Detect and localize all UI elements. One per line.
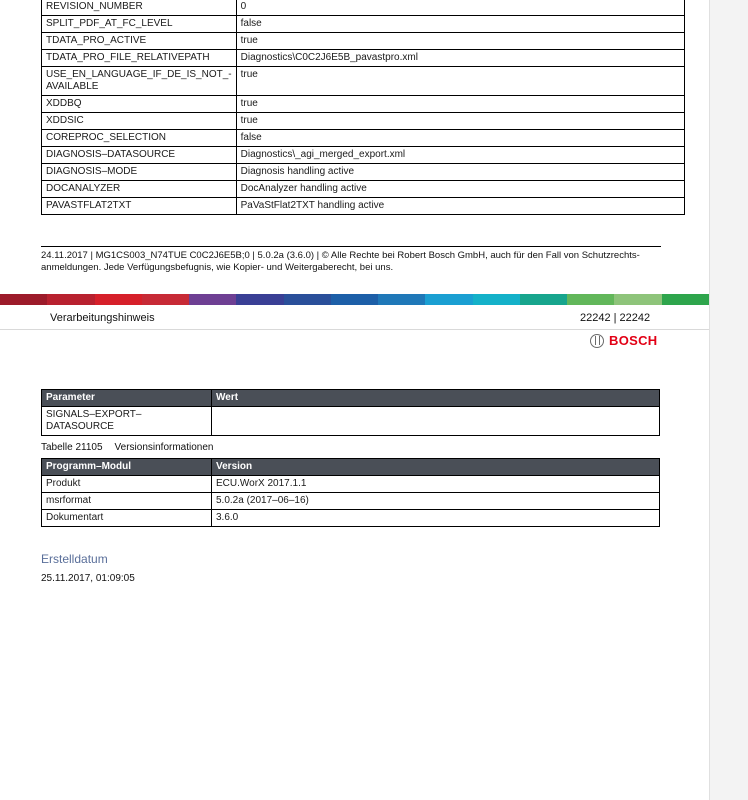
cell-value: Diagnostics\_agi_merged_export.xml (236, 147, 684, 164)
cell-key: Dokumentart (42, 510, 212, 527)
cell-value: ECU.WorX 2017.1.1 (212, 476, 660, 493)
cell-key: DIAGNOSIS–DATASOURCE (42, 147, 237, 164)
table-row (42, 407, 660, 436)
table-caption (41, 442, 214, 453)
cell-key: PAVASTFLAT2TXT (42, 198, 237, 215)
cell-value: 5.0.2a (2017–06–16) (212, 493, 660, 510)
parameter-table (41, 389, 660, 436)
cell-key: USE_EN_LANGUAGE_IF_DE_IS_NOT_-AVAILABLE (42, 67, 237, 96)
cell-key: TDATA_PRO_ACTIVE (42, 33, 237, 50)
stripe-segment (520, 294, 567, 305)
cell-key: XDDBQ (42, 96, 237, 113)
table-row (42, 147, 685, 164)
logo-wordmark: BOSCH (609, 333, 658, 348)
cell-value: false (236, 130, 684, 147)
table-row (42, 33, 685, 50)
cell-key: REVISION_NUMBER (42, 0, 237, 16)
stripe-segment (425, 294, 472, 305)
stripe-segment (378, 294, 425, 305)
creation-date: 25.11.2017, 01:09:05 (41, 573, 135, 584)
bosch-armature-icon (590, 334, 604, 348)
cell-value: PaVaStFlat2TXT handling active (236, 198, 684, 215)
table-row (42, 510, 660, 527)
table-row (42, 198, 685, 215)
column-header-wert: Wert (212, 390, 660, 407)
footer-copyright: 24.11.2017 | MG1CS003_N74TUE C0C2J6E5B;0 | 5.0.2a (3.6.0) | © Alle Rechte bei Robert Bosch GmbH, auch für den Fall von Schutzrechts-anmeldungen. Jede Verfügungsbefugnis, wie Kopier- und Weitergaberecht, bei uns. (41, 250, 640, 273)
cell-key: DOCANALYZER (42, 181, 237, 198)
stripe-segment (189, 294, 236, 305)
cell-value: Diagnostics\C0C2J6E5B_pavastpro.xml (236, 50, 684, 67)
table-row (42, 96, 685, 113)
table-row (42, 181, 685, 198)
column-header-version: Version (212, 459, 660, 476)
page-break (0, 282, 709, 294)
cell-value: true (236, 33, 684, 50)
stripe-segment (284, 294, 331, 305)
table-row (42, 476, 660, 493)
cell-key: XDDSIC (42, 113, 237, 130)
caption-label: Tabelle 21105 (41, 442, 103, 453)
cell-value: Diagnosis handling active (236, 164, 684, 181)
stripe-segment (473, 294, 520, 305)
bosch-logo (590, 333, 657, 348)
brand-color-stripe (0, 294, 709, 305)
cell-value: 0 (236, 0, 684, 16)
column-header-parameter: Parameter (42, 390, 212, 407)
cell-value (212, 407, 660, 436)
table-row (42, 164, 685, 181)
stripe-segment (567, 294, 614, 305)
stripe-segment (662, 294, 709, 305)
stripe-segment (95, 294, 142, 305)
table-row (42, 50, 685, 67)
stripe-segment (142, 294, 189, 305)
cell-key: SPLIT_PDF_AT_FC_LEVEL (42, 16, 237, 33)
footer-divider (41, 246, 661, 247)
cell-value: true (236, 96, 684, 113)
table-row (42, 113, 685, 130)
cell-value: true (236, 67, 684, 96)
scroll-margin (709, 0, 748, 800)
stripe-segment (0, 294, 47, 305)
cell-key: SIGNALS–EXPORT–DATASOURCE (42, 407, 212, 436)
cell-value: false (236, 16, 684, 33)
caption-title: Versionsinformationen (114, 442, 214, 453)
cell-key: COREPROC_SELECTION (42, 130, 237, 147)
column-header-programm-modul: Programm–Modul (42, 459, 212, 476)
stripe-segment (47, 294, 94, 305)
table-row (42, 67, 685, 96)
cell-key: TDATA_PRO_FILE_RELATIVEPATH (42, 50, 237, 67)
settings-table (41, 0, 685, 215)
cell-key: DIAGNOSIS–MODE (42, 164, 237, 181)
table-row (42, 16, 685, 33)
stripe-segment (331, 294, 378, 305)
page-number: 22242 | 22242 (580, 312, 651, 324)
section-heading-erstelldatum: Erstelldatum (41, 552, 108, 566)
table-row (42, 493, 660, 510)
page-header-title: Verarbeitungshinweis (50, 312, 155, 324)
version-table (41, 458, 660, 527)
header-divider (0, 329, 709, 330)
cell-key: msrformat (42, 493, 212, 510)
cell-value: 3.6.0 (212, 510, 660, 527)
cell-value: true (236, 113, 684, 130)
cell-value: DocAnalyzer handling active (236, 181, 684, 198)
stripe-segment (236, 294, 283, 305)
table-row (42, 130, 685, 147)
cell-key: Produkt (42, 476, 212, 493)
table-row (42, 0, 685, 16)
stripe-segment (614, 294, 661, 305)
